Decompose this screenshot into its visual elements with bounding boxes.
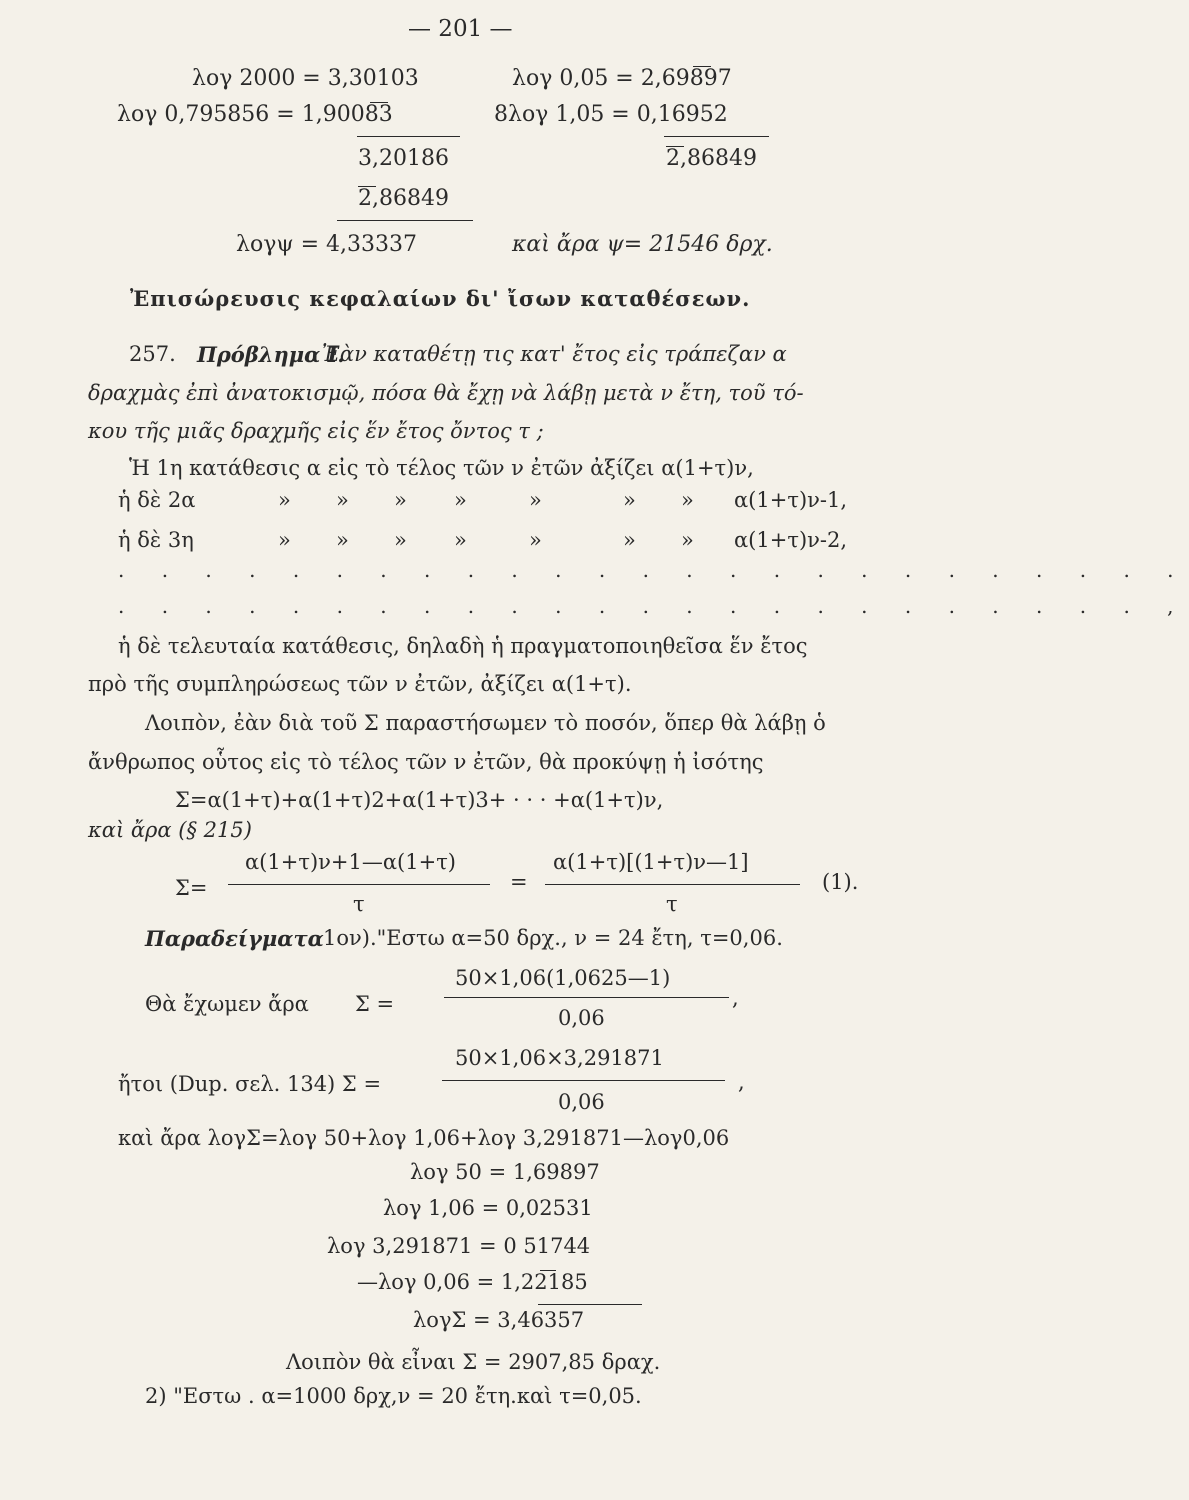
calc-line-1b: λογ 0,05 = 2,69897 <box>512 66 732 91</box>
calc-neg: 2,86849 <box>358 186 449 211</box>
deposit-1 <box>129 458 754 479</box>
log-expression: καὶ ἄρα λογΣ=λογ 50+λογ 1,06+λογ 3,291871—λογ0,06 <box>118 1126 730 1150</box>
ellipsis-row: . . . . . . . . . . . . . . . . . . . . . . . . . <box>118 558 1189 582</box>
calc-sum-2: 2,86849 <box>666 146 757 171</box>
fraction-denominator: τ <box>666 892 678 916</box>
calc-sum-1: 3,20186 <box>358 146 449 171</box>
fraction-numerator: 50×1,06×3,291871 <box>455 1046 664 1070</box>
ditto-mark: » <box>623 488 636 512</box>
fraction-bar <box>545 884 800 885</box>
deposit-3-value: α(1+τ)ν-2, <box>734 528 848 552</box>
fraction-bar <box>442 1080 725 1081</box>
series-equation: Σ=α(1+τ)+α(1+τ)2+α(1+τ)3+ · · · +α(1+τ)ν, <box>175 788 664 812</box>
ditto-mark: » <box>681 488 694 512</box>
ditto-mark: » <box>336 488 349 512</box>
ditto-mark: » <box>394 488 407 512</box>
deposit-2-label: ἡ δὲ 2α <box>118 488 196 512</box>
ditto-mark: » <box>278 488 291 512</box>
calc-line-2b: 8λογ 1,05 = 0,16952 <box>494 102 728 127</box>
deposit-3-row <box>118 530 878 556</box>
comma: , <box>732 986 739 1010</box>
sum-lhs: Σ= <box>175 876 208 900</box>
sum-rule <box>357 136 460 137</box>
calc-line-1a: λογ 2000 = 3,30103 <box>192 66 419 91</box>
sum-lhs: Σ = <box>355 992 395 1016</box>
log-line: λογΣ = 3,46357 <box>413 1308 585 1332</box>
page-number: — 201 — <box>408 16 513 42</box>
fraction-denominator: 0,06 <box>558 1090 605 1114</box>
problem-text: κου τῆς μιᾶς δραχμῆς εἰς ἕν ἔτος ὄντος τ ; <box>88 419 544 443</box>
bar-overline <box>540 1270 556 1271</box>
fraction-numerator: α(1+τ)ν+1—α(1+τ) <box>245 850 457 874</box>
calc-result-a: λογψ = 4,33337 <box>236 232 417 257</box>
calc-result-b: καὶ ἄρα ψ= 21546 δρχ. <box>512 232 773 257</box>
bar-overline <box>358 186 376 187</box>
equation-tag: (1). <box>822 870 859 894</box>
log-line: λογ 3,291871 = 0 51744 <box>327 1234 591 1258</box>
derivation-text: Λοιπὸν, ἐὰν διὰ τοῦ Σ παραστήσωμεν τὸ ποσόν, ὅπερ θὰ λάβῃ ὁ <box>145 711 826 735</box>
ditto-mark: » <box>529 488 542 512</box>
ditto-mark: » <box>394 528 407 552</box>
section-title: Ἐπισώρευσις κεφαλαίων δι' ἴσων καταθέσεων. <box>130 286 751 311</box>
problem-label: Πρόβλημα Ι. <box>197 342 345 367</box>
equals-sign: = <box>510 870 528 894</box>
log-line: λογ 50 = 1,69897 <box>410 1160 600 1184</box>
sum-rule <box>664 136 769 137</box>
ditto-mark: » <box>336 528 349 552</box>
deposit-2-row <box>118 490 878 516</box>
fraction-bar <box>444 997 729 998</box>
log-line: —λογ 0,06 = 1,22185 <box>357 1270 588 1294</box>
example-2-params: 2) "Εστω . α=1000 δρχ,ν = 20 ἔτη.καὶ τ=0,05. <box>145 1384 642 1408</box>
deposit-1-text: Ἡ 1η κατάθεσις α εἰς τὸ τέλος τῶν ν ἐτῶν ἀξίζει α(1+τ)ν, <box>129 456 754 480</box>
last-deposit-line: πρὸ τῆς συμπληρώσεως τῶν ν ἐτῶν, ἀξίζει α(1+τ). <box>88 672 632 696</box>
bar-overline <box>693 66 711 67</box>
reference: καὶ ἄρα (§ 215) <box>88 818 252 842</box>
bar-overline <box>666 146 684 147</box>
ditto-mark: » <box>454 488 467 512</box>
example-intro: Θὰ ἔχωμεν ἄρα <box>145 992 309 1016</box>
problem-number: 257. <box>129 342 176 366</box>
comma: , <box>738 1070 745 1094</box>
deposit-2-value: α(1+τ)ν-1, <box>734 488 848 512</box>
ellipsis-row: . . . . . . . . . . . . . . . . . . . . . . . . , <box>118 594 1189 618</box>
fraction-numerator: 50×1,06(1,0625—1) <box>455 966 671 990</box>
ditto-mark: » <box>623 528 636 552</box>
calc-line-2a: λογ 0,795856 = 1,90083 <box>117 102 393 127</box>
deposit-3-label: ἡ δὲ 3η <box>118 528 194 552</box>
ditto-mark: » <box>454 528 467 552</box>
example-1-params: 1ον)."Εστω α=50 δρχ., ν = 24 ἔτη, τ=0,06. <box>323 926 783 950</box>
ditto-mark: » <box>529 528 542 552</box>
answer: Λοιπὸν θὰ εἶναι Σ = 2907,85 δραχ. <box>286 1350 661 1374</box>
sum-rule <box>538 1304 642 1305</box>
example-intro-2: ἤτοι (Dup. σελ. 134) Σ = <box>118 1072 382 1096</box>
problem-text: δραχμὰς ἐπὶ ἀνατοκισμῷ, πόσα θὰ ἔχῃ νὰ λάβῃ μετὰ ν ἔτη, τοῦ τό- <box>88 381 804 405</box>
derivation-text: ἄνθρωπος οὗτος εἰς τὸ τέλος τῶν ν ἐτῶν, θὰ προκύψῃ ἡ ἰσότης <box>88 750 764 774</box>
problem-text: Ἐὰν καταθέτῃ τις κατ' ἔτος εἰς τράπεζαν α <box>322 342 787 366</box>
fraction-bar <box>228 884 490 885</box>
log-line: λογ 1,06 = 0,02531 <box>383 1196 593 1220</box>
examples-label: Παραδείγματα <box>145 926 324 951</box>
bar-overline <box>370 102 388 103</box>
fraction-denominator: 0,06 <box>558 1006 605 1030</box>
last-deposit-line: ἡ δὲ τελευταία κατάθεσις, δηλαδὴ ἡ πραγματοποιηθεῖσα ἕν ἔτος <box>118 634 808 658</box>
sum-rule <box>337 220 473 221</box>
ditto-mark: » <box>681 528 694 552</box>
fraction-numerator: α(1+τ)[(1+τ)ν—1] <box>553 850 749 874</box>
fraction-denominator: τ <box>353 892 365 916</box>
ditto-mark: » <box>278 528 291 552</box>
